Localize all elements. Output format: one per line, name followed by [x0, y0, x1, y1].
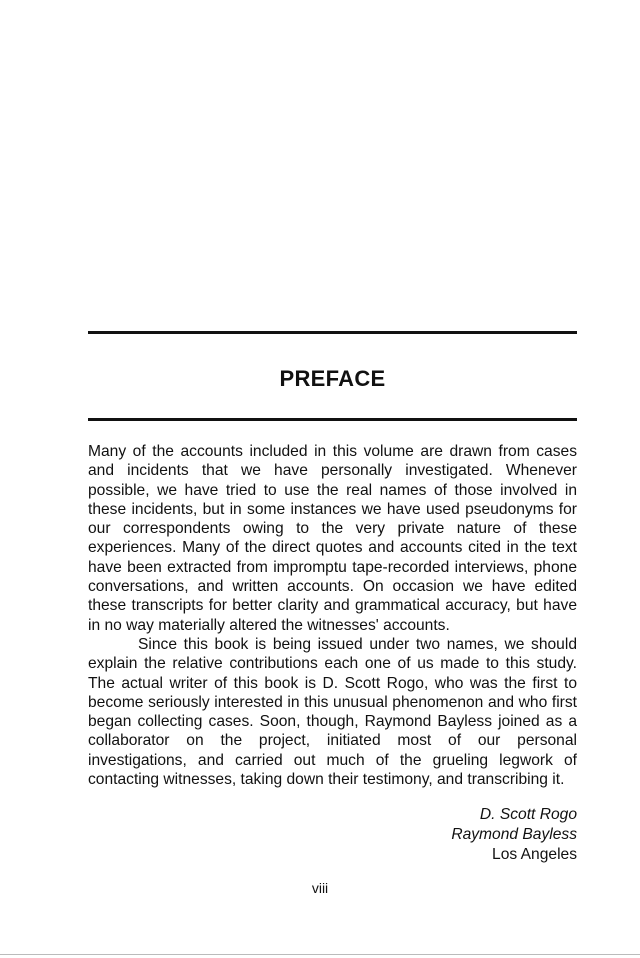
page-number: viii: [311, 880, 329, 896]
signature-block: [451, 805, 577, 865]
paragraph-2: Since this book is being issued under two names, we should explain the relative contributions each one of us made to this study. The actual writer of this book is D. Scott Rogo, who was the first to become seriously interested in this unusual phenomenon and who first began collecting cases. Soon, though, Raymond Bayless joined as a collaborator on the project, initiated most of our personal investigations, and carried out much of the grueling legwork of contacting witnesses, taking down their testimony, and transcribing it.: [88, 635, 577, 789]
page-title: PREFACE: [279, 366, 386, 391]
signature-location: Los Angeles: [492, 846, 577, 863]
top-rule: [88, 331, 577, 334]
author-name-2: Raymond Bayless: [451, 826, 577, 843]
author-name-1: D. Scott Rogo: [479, 806, 577, 823]
paragraph-1: Many of the accounts included in this volume are drawn from cases and incidents that we have personally investigated. Whenever possible, we have tried to use the real names of those involved in these incidents, but in some instances we have used pseudonyms for our correspondents owing to the very private nature of these experiences. Many of the direct quotes and accounts cited in the text have been extracted from impromptu tape-recorded interviews, phone conversations, and written accounts. On occasion we have edited these transcripts for better clarity and grammatical accuracy, but have in no way materially altered the witnesses' accounts.: [88, 443, 577, 634]
preface-body: [88, 442, 577, 789]
page-edge-line: [0, 954, 640, 955]
bottom-rule: [88, 418, 577, 421]
